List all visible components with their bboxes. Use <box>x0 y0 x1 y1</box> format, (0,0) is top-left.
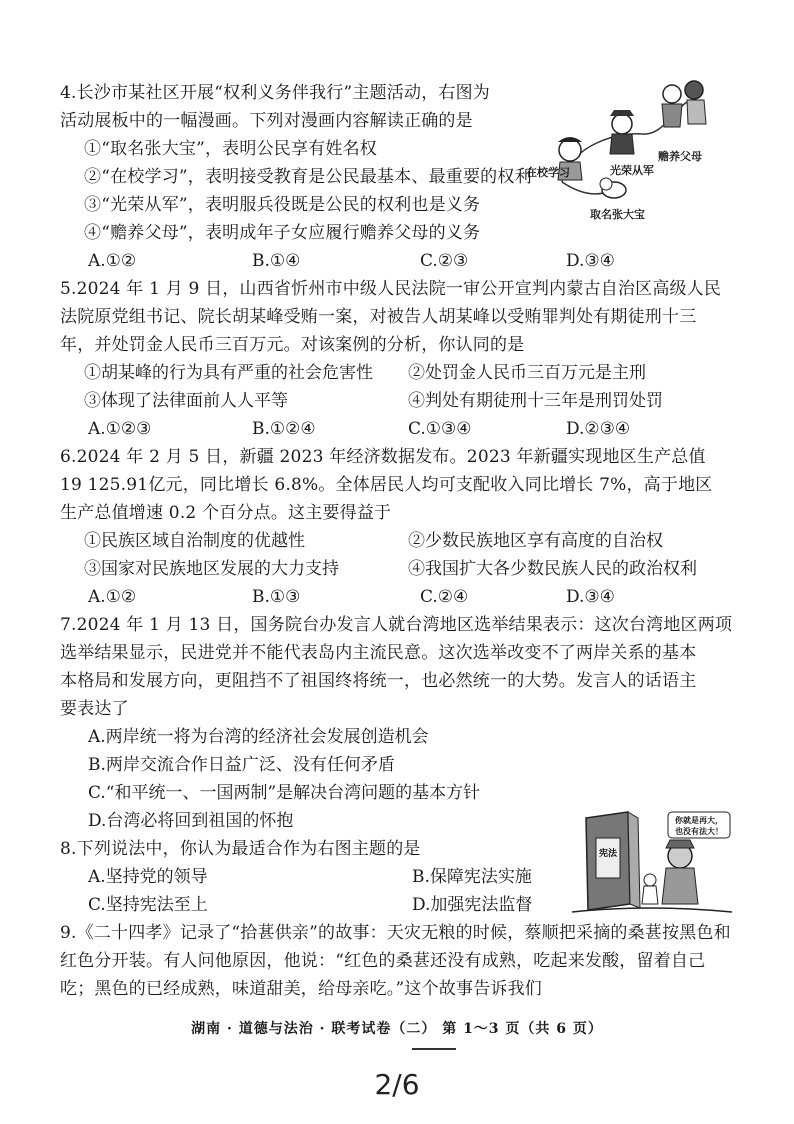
q6-statement-4: ④我国扩大各少数民族人民的政治权利 <box>408 559 697 579</box>
q8-option-b[interactable]: B.保障宪法实施 <box>412 867 532 887</box>
q5-stem-line-1: 5.2024 年 1 月 9 日，山西省忻州市中级人民法院一审公开宣判内蒙古自治区高级人民 <box>60 279 722 299</box>
q6-option-a[interactable]: A.①② <box>88 587 137 607</box>
q8-option-d[interactable]: D.加强宪法监督 <box>412 895 533 915</box>
q4-statement-4: ④“赡养父母”，表明成年子女应履行赡养父母的义务 <box>84 223 481 243</box>
q6-stem-line-3: 生产总值增速 0.2 个百分点。这主要得益于 <box>60 503 392 523</box>
q7-stem-line-1: 7.2024 年 1 月 13 日，国务院台办发言人就台湾地区选举结果表示：这次台湾地区两项 <box>60 615 733 635</box>
constitution-cartoon <box>568 808 736 920</box>
cartoon-bubble-line-1: 你就是再大， <box>675 815 723 825</box>
q7-stem-line-2: 选举结果显示，民进党并不能代表岛内主流民意。这次选举改变不了两岸关系的基本 <box>60 643 697 663</box>
q6-statement-1: ①民族区域自治制度的优越性 <box>84 531 305 551</box>
q4-statement-3: ③“光荣从军”，表明服兵役既是公民的权利也是义务 <box>84 195 481 215</box>
q7-stem-line-4: 要表达了 <box>60 699 129 719</box>
cartoon-label-support-parents: 赡养父母 <box>658 150 702 163</box>
q6-option-b[interactable]: B.①③ <box>252 587 301 607</box>
q9-stem-line-3: 吃；黑色的已经成熟，味道甜美，给母亲吃。”这个故事告诉我们 <box>60 979 542 999</box>
cartoon-label-school: 在校学习 <box>526 166 570 179</box>
q6-stem-line-2: 19 125.91亿元，同比增长 6.8%。全体居民人均可支配收入同比增长 7%，高于地区 <box>60 475 713 495</box>
q9-stem-line-2: 红色分开装。有人问他原因，他说：“红色的桑葚还没有成熟，吃起来发酸，留着自己 <box>60 951 706 971</box>
q4-option-b[interactable]: B.①④ <box>252 251 301 271</box>
q4-option-a[interactable]: A.①② <box>88 251 137 271</box>
q6-stem-line-1: 6.2024 年 2 月 5 日，新疆 2023 年经济数据发布。2023 年新疆实现地区生产总值 <box>60 447 706 467</box>
q7-option-a[interactable]: A.两岸统一将为台湾的经济社会发展创造机会 <box>88 727 429 747</box>
rights-duties-cartoon <box>522 72 734 230</box>
q5-statement-1: ①胡某峰的行为具有严重的社会危害性 <box>84 363 373 383</box>
cartoon-label-name: 取名张大宝 <box>590 208 645 221</box>
q4-statement-1: ①“取名张大宝”，表明公民享有姓名权 <box>84 139 377 159</box>
q5-statement-4: ④判处有期徒刑十三年是刑罚处罚 <box>408 391 663 411</box>
q8-stem: 8.下列说法中，你认为最适合作为右图主题的是 <box>60 839 421 859</box>
q8-option-a[interactable]: A.坚持党的领导 <box>88 867 208 887</box>
q5-statement-2: ②处罚金人民币三百万元是主刑 <box>408 363 646 383</box>
q7-option-d[interactable]: D.台湾必将回到祖国的怀抱 <box>88 811 294 831</box>
cartoon-book-title: 宪法 <box>598 849 618 859</box>
q5-option-d[interactable]: D.②③④ <box>566 419 631 439</box>
q4-stem-line-2: 活动展板中的一幅漫画。下列对漫画内容解读正确的是 <box>60 111 473 131</box>
q5-option-b[interactable]: B.①②④ <box>252 419 316 439</box>
q7-option-b[interactable]: B.两岸交流合作日益广泛、没有任何矛盾 <box>88 755 395 775</box>
q7-option-c[interactable]: C.“和平统一、一国两制”是解决台湾问题的基本方针 <box>88 783 481 803</box>
q7-stem-line-3: 本格局和发展方向，更阻挡不了祖国终将统一，也必然统一的大势。发言人的话语主 <box>60 671 697 691</box>
q6-statement-2: ②少数民族地区享有高度的自治权 <box>408 531 663 551</box>
q5-stem-line-3: 年，并处罚金人民币三百万元。对该案例的分析，你认同的是 <box>60 335 525 355</box>
page-indicator: 2/6 <box>374 1068 420 1101</box>
q9-stem-line-1: 9.《二十四孝》记录了“拾葚供亲”的故事：天灾无粮的时候，蔡顺把采摘的桑葚按黑色和 <box>60 923 731 943</box>
cartoon-bubble-line-2: 也没有法大！ <box>675 826 723 836</box>
page-footer: 湖南 · 道德与法治 · 联考试卷（二） 第 1～3 页（共 6 页） <box>191 1021 603 1037</box>
q4-option-d[interactable]: D.③④ <box>566 251 615 271</box>
q4-option-c[interactable]: C.②③ <box>420 251 469 271</box>
q6-option-d[interactable]: D.③④ <box>566 587 615 607</box>
q5-statement-3: ③体现了法律面前人人平等 <box>84 391 288 411</box>
footer-divider <box>412 1048 456 1050</box>
cartoon-label-military: 光荣从军 <box>610 164 654 177</box>
q5-option-c[interactable]: C.①③④ <box>408 419 472 439</box>
q4-statement-2: ②“在校学习”，表明接受教育是公民最基本、最重要的权利 <box>84 167 532 187</box>
q6-option-c[interactable]: C.②④ <box>420 587 469 607</box>
q4-stem-line-1: 4.长沙市某社区开展“权利义务伴我行”主题活动，右图为 <box>60 83 491 103</box>
q5-stem-line-2: 法院原党组书记、院长胡某峰受贿一案，对被告人胡某峰以受贿罪判处有期徒刑十三 <box>60 307 697 327</box>
q5-option-a[interactable]: A.①②③ <box>88 419 152 439</box>
q8-option-c[interactable]: C.坚持宪法至上 <box>88 895 208 915</box>
q6-statement-3: ③国家对民族地区发展的大力支持 <box>84 559 339 579</box>
